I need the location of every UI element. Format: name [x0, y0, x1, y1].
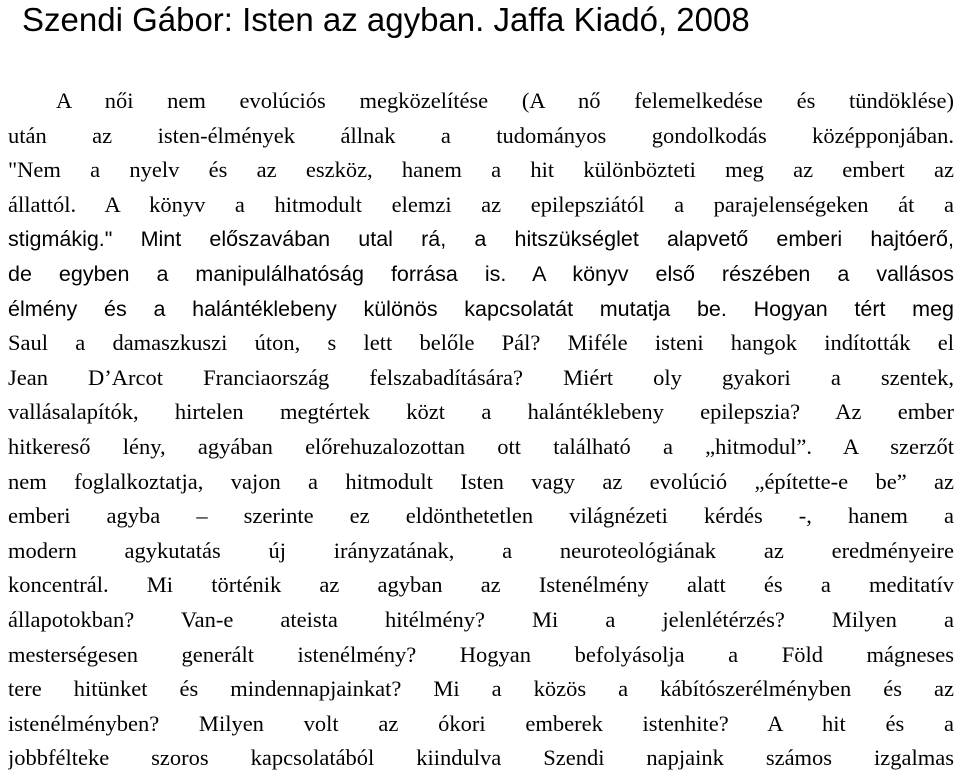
text-line: Jean D’Arcot Franciaország felszabadítására? Miért oly gyakori a szentek, [8, 364, 954, 390]
text-line: mesterségesen generált istenélmény? Hogyan befolyásolja a Föld mágneses [8, 641, 954, 667]
text-line: emberi agyba – szerinte ez eldönthetetlen világnézeti kérdés -, hanem a [8, 503, 954, 529]
text-line: de egyben a manipulálhatóság forrása is. A könyv első részében a vallásos [8, 261, 954, 286]
text-line: élmény és a halántéklebeny különös kapcsolatát mutatja be. Hogyan tért meg [8, 296, 954, 321]
text-line: nem foglalkoztatja, vajon a hitmodult Isten vagy az evolúció „építette-e be” az [8, 468, 954, 494]
text-line: hitkereső lény, agyában előrehuzalozottan ott található a „hitmodul”. A szerzőt [8, 433, 954, 459]
text-line: stigmákig." Mint előszavában utal rá, a hitszükséglet alapvető emberi hajtóerő, [8, 227, 954, 252]
text-line: jobbfélteke szoros kapcsolatából kiindulva Szendi napjaink számos izgalmas [8, 745, 954, 771]
text-line: A női nem evolúciós megközelítése (A nő felemelkedése és tündöklése) [56, 88, 954, 113]
text-line: koncentrál. Mi történik az agyban az Istenélmény alatt és a meditatív [8, 572, 954, 598]
text-line: Saul a damaszkuszi úton, s lett belőle Pál? Miféle isteni hangok indították el [8, 330, 954, 356]
text-line: állattól. A könyv a hitmodult elemzi az epilepsziától a parajelenségeken át a [8, 191, 954, 217]
text-line: vallásalapítók, hirtelen megtértek közt a halántéklebeny epilepszia? Az ember [8, 399, 954, 425]
text-line: tere hitünket és mindennapjainkat? Mi a közös a kábítószerélményben és az [8, 676, 954, 702]
text-line: modern agykutatás új irányzatának, a neuroteológiának az eredményeire [8, 537, 954, 563]
document-title: Szendi Gábor: Isten az agyban. Jaffa Kiadó, 2008 [22, 1, 750, 38]
text-line: állapotokban? Van-e ateista hitélmény? Mi a jelenlétérzés? Milyen a [8, 606, 954, 632]
text-line: istenélményben? Milyen volt az ókori emberek istenhite? A hit és a [8, 710, 954, 736]
body-paragraph [8, 84, 954, 776]
text-line: "Nem a nyelv és az eszköz, hanem a hit különbözteti meg az embert az [8, 157, 954, 183]
text-line: után az isten-élmények állnak a tudományos gondolkodás középponjában. [8, 122, 954, 148]
